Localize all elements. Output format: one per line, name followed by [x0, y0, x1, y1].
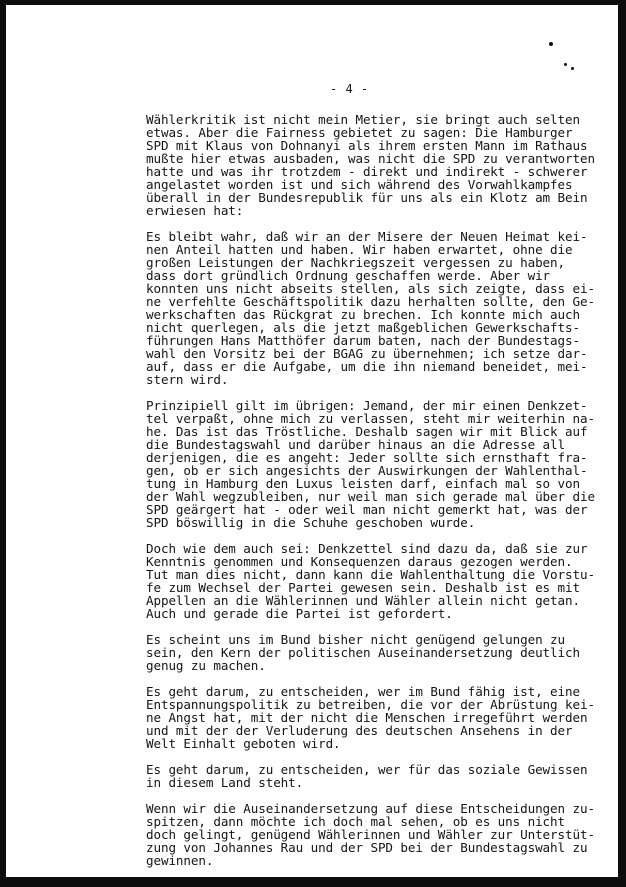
text-line: Doch wie dem auch sei: Denkzettel sind dazu da, daß sie zur — [146, 541, 588, 556]
text-line: stern wird. — [146, 372, 229, 387]
text-line: der Wahl wegzubleiben, nur weil man sich gerade mal über die — [146, 489, 595, 504]
text-line: konnten uns nicht abseits stellen, als sich zeigte, dass ei- — [146, 281, 595, 296]
text-line: ne Angst hat, mit der nicht die Menschen irregeführt werden — [146, 710, 588, 725]
text-line: SPD geärgert hat - oder weil man nicht gemerkt hat, was der — [146, 502, 588, 517]
text-line: mußte hier etwas ausbaden, was nicht die SPD zu verantworten — [146, 151, 595, 166]
text-line: die Bundestagswahl und darüber hinaus an die Adresse all — [146, 437, 565, 452]
scan-speck — [549, 42, 553, 46]
text-line: führungen Hans Matthöfer darum baten, nach der Bundestags- — [146, 333, 580, 348]
text-line: Auch und gerade die Partei ist gefordert. — [146, 606, 453, 621]
text-line: he. Das ist das Tröstliche. Deshalb sagen wir mit Blick auf — [146, 424, 588, 439]
text-line: tel verpaßt, ohne mich zu verlassen, steht mir weiterhin na- — [146, 411, 595, 426]
text-line: nicht querlegen, als die jetzt maßgeblichen Gewerkschafts- — [146, 320, 580, 335]
text-line: Tut man dies nicht, dann kann die Wahlenthaltung die Vorstu- — [146, 567, 595, 582]
text-line: ne verfehlte Geschäftspolitik dazu herhalten sollte, den Ge- — [146, 294, 595, 309]
text-line: genug zu machen. — [146, 658, 266, 673]
text-line: Wenn wir die Auseinandersetzung auf diese Entscheidungen zu- — [146, 801, 595, 816]
text-line: auf, dass er die Aufgabe, um die ihn niemand beneidet, mei- — [146, 359, 588, 374]
text-line: doch gelingt, genügend Wählerinnen und Wähler zur Unterstüt- — [146, 827, 595, 842]
text-line: gewinnen. — [146, 853, 214, 868]
text-line: großen Leistungen der Nachkriegszeit vergessen zu haben, — [146, 255, 565, 270]
text-line: angelastet worden ist und sich während des Vorwahlkampfes — [146, 177, 573, 192]
text-line: Appellen an die Wählerinnen und Wähler allein nicht getan. — [146, 593, 580, 608]
text-line: erwiesen hat: — [146, 203, 244, 218]
text-line: Es geht darum, zu entscheiden, wer im Bund fähig ist, eine — [146, 684, 580, 699]
text-line: derjenigen, die es angeht: Jeder sollte sich ernsthaft fra- — [146, 450, 588, 465]
text-line: werkschaften das Rückgrat zu brechen. Ich konnte mich auch — [146, 307, 580, 322]
text-line: nen Anteil hatten und haben. Wir haben erwartet, ohne die — [146, 242, 573, 257]
text-line: und mit der der Verluderung des deutschen Ansehens in der — [146, 723, 573, 738]
text-line: zung von Johannes Rau und der SPD bei der Bundestagswahl zu — [146, 840, 588, 855]
text-line: hatte und was ihr trotzdem - direkt und indirekt - schwerer — [146, 164, 588, 179]
text-line: Es bleibt wahr, daß wir an der Misere der Neuen Heimat kei- — [146, 229, 588, 244]
text-line: dass dort gründlich Ordnung geschaffen werde. Aber wir — [146, 268, 551, 283]
page-number: - 4 - — [330, 82, 369, 96]
scan-speck — [564, 63, 567, 66]
text-line: in diesem Land steht. — [146, 775, 304, 790]
text-line: Welt Einhalt geboten wird. — [146, 736, 341, 751]
text-line: Prinzipiell gilt im übrigen: Jemand, der mir einen Denkzet- — [146, 398, 588, 413]
text-line: fe zum Wechsel der Partei gewesen sein. Deshalb ist es mit — [146, 580, 580, 595]
text-line: gen, ob er sich angesichts der Auswirkungen der Wahlenthal- — [146, 463, 588, 478]
text-line: Es geht darum, zu entscheiden, wer für das soziale Gewissen — [146, 762, 588, 777]
text-line: tung in Hamburg den Luxus leisten darf, einfach mal so von — [146, 476, 580, 491]
text-line: Kenntnis genommen und Konsequenzen daraus gezogen werden. — [146, 554, 573, 569]
text-line: Es scheint uns im Bund bisher nicht genügend gelungen zu — [146, 632, 565, 647]
scan-speck — [571, 67, 574, 70]
text-line: wahl den Vorsitz bei der BGAG zu übernehmen; ich setze dar- — [146, 346, 588, 361]
text-line: SPD mit Klaus von Dohnanyi als ihrem ersten Mann im Rathaus — [146, 138, 588, 153]
text-line: etwas. Aber die Fairness gebietet zu sagen: Die Hamburger — [146, 125, 573, 140]
document-page — [6, 5, 618, 877]
text-line: Entspannungspolitik zu betreiben, die vor der Abrüstung kei- — [146, 697, 595, 712]
text-line: spitzen, dann möchte ich doch mal sehen, ob es uns nicht — [146, 814, 565, 829]
text-line: SPD böswillig in die Schuhe geschoben wurde. — [146, 515, 476, 530]
text-line: sein, den Kern der politischen Auseinandersetzung deutlich — [146, 645, 580, 660]
text-line: überall in der Bundesrepublik für uns als ein Klotz am Bein — [146, 190, 588, 205]
text-line: Wählerkritik ist nicht mein Metier, sie bringt auch selten — [146, 112, 580, 127]
